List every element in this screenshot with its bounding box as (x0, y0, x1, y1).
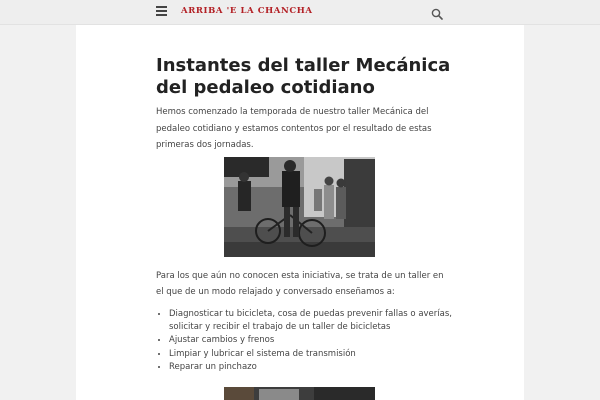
site-title[interactable]: ARRIBA 'E LA CHANCHA (181, 6, 313, 16)
list-item: • Limpiar y lubricar el sistema de transmisión (169, 348, 465, 361)
post-paragraph: Para los que aún no conocen esta iniciativa, se trata de un taller en el que de un modo relajado y conversado enseñamos a: (156, 271, 444, 297)
second-photo[interactable] (224, 386, 375, 400)
top-navigation-bar (0, 0, 600, 25)
hamburger-menu-icon[interactable] (156, 6, 167, 16)
list-item: • Ajustar cambios y frenos (169, 334, 465, 347)
search-icon[interactable] (431, 5, 443, 17)
topics-list (156, 308, 465, 374)
list-item: • Reparar un pinchazo (169, 361, 465, 374)
list-item: • Diagnosticar tu bicicleta, cosa de puedas prevenir fallas o averías, solicitar y recibir el trabajo de un taller de bicicletas (169, 308, 465, 334)
post-intro-paragraph: Hemos comenzado la temporada de nuestro taller Mecánica del pedaleo cotidiano y estamos contentos por el resultado de estas primeras dos jornadas. (156, 107, 432, 150)
post-title: Instantes del taller Mecánica del pedaleo cotidiano (156, 55, 451, 98)
workshop-photo[interactable] (224, 157, 375, 257)
